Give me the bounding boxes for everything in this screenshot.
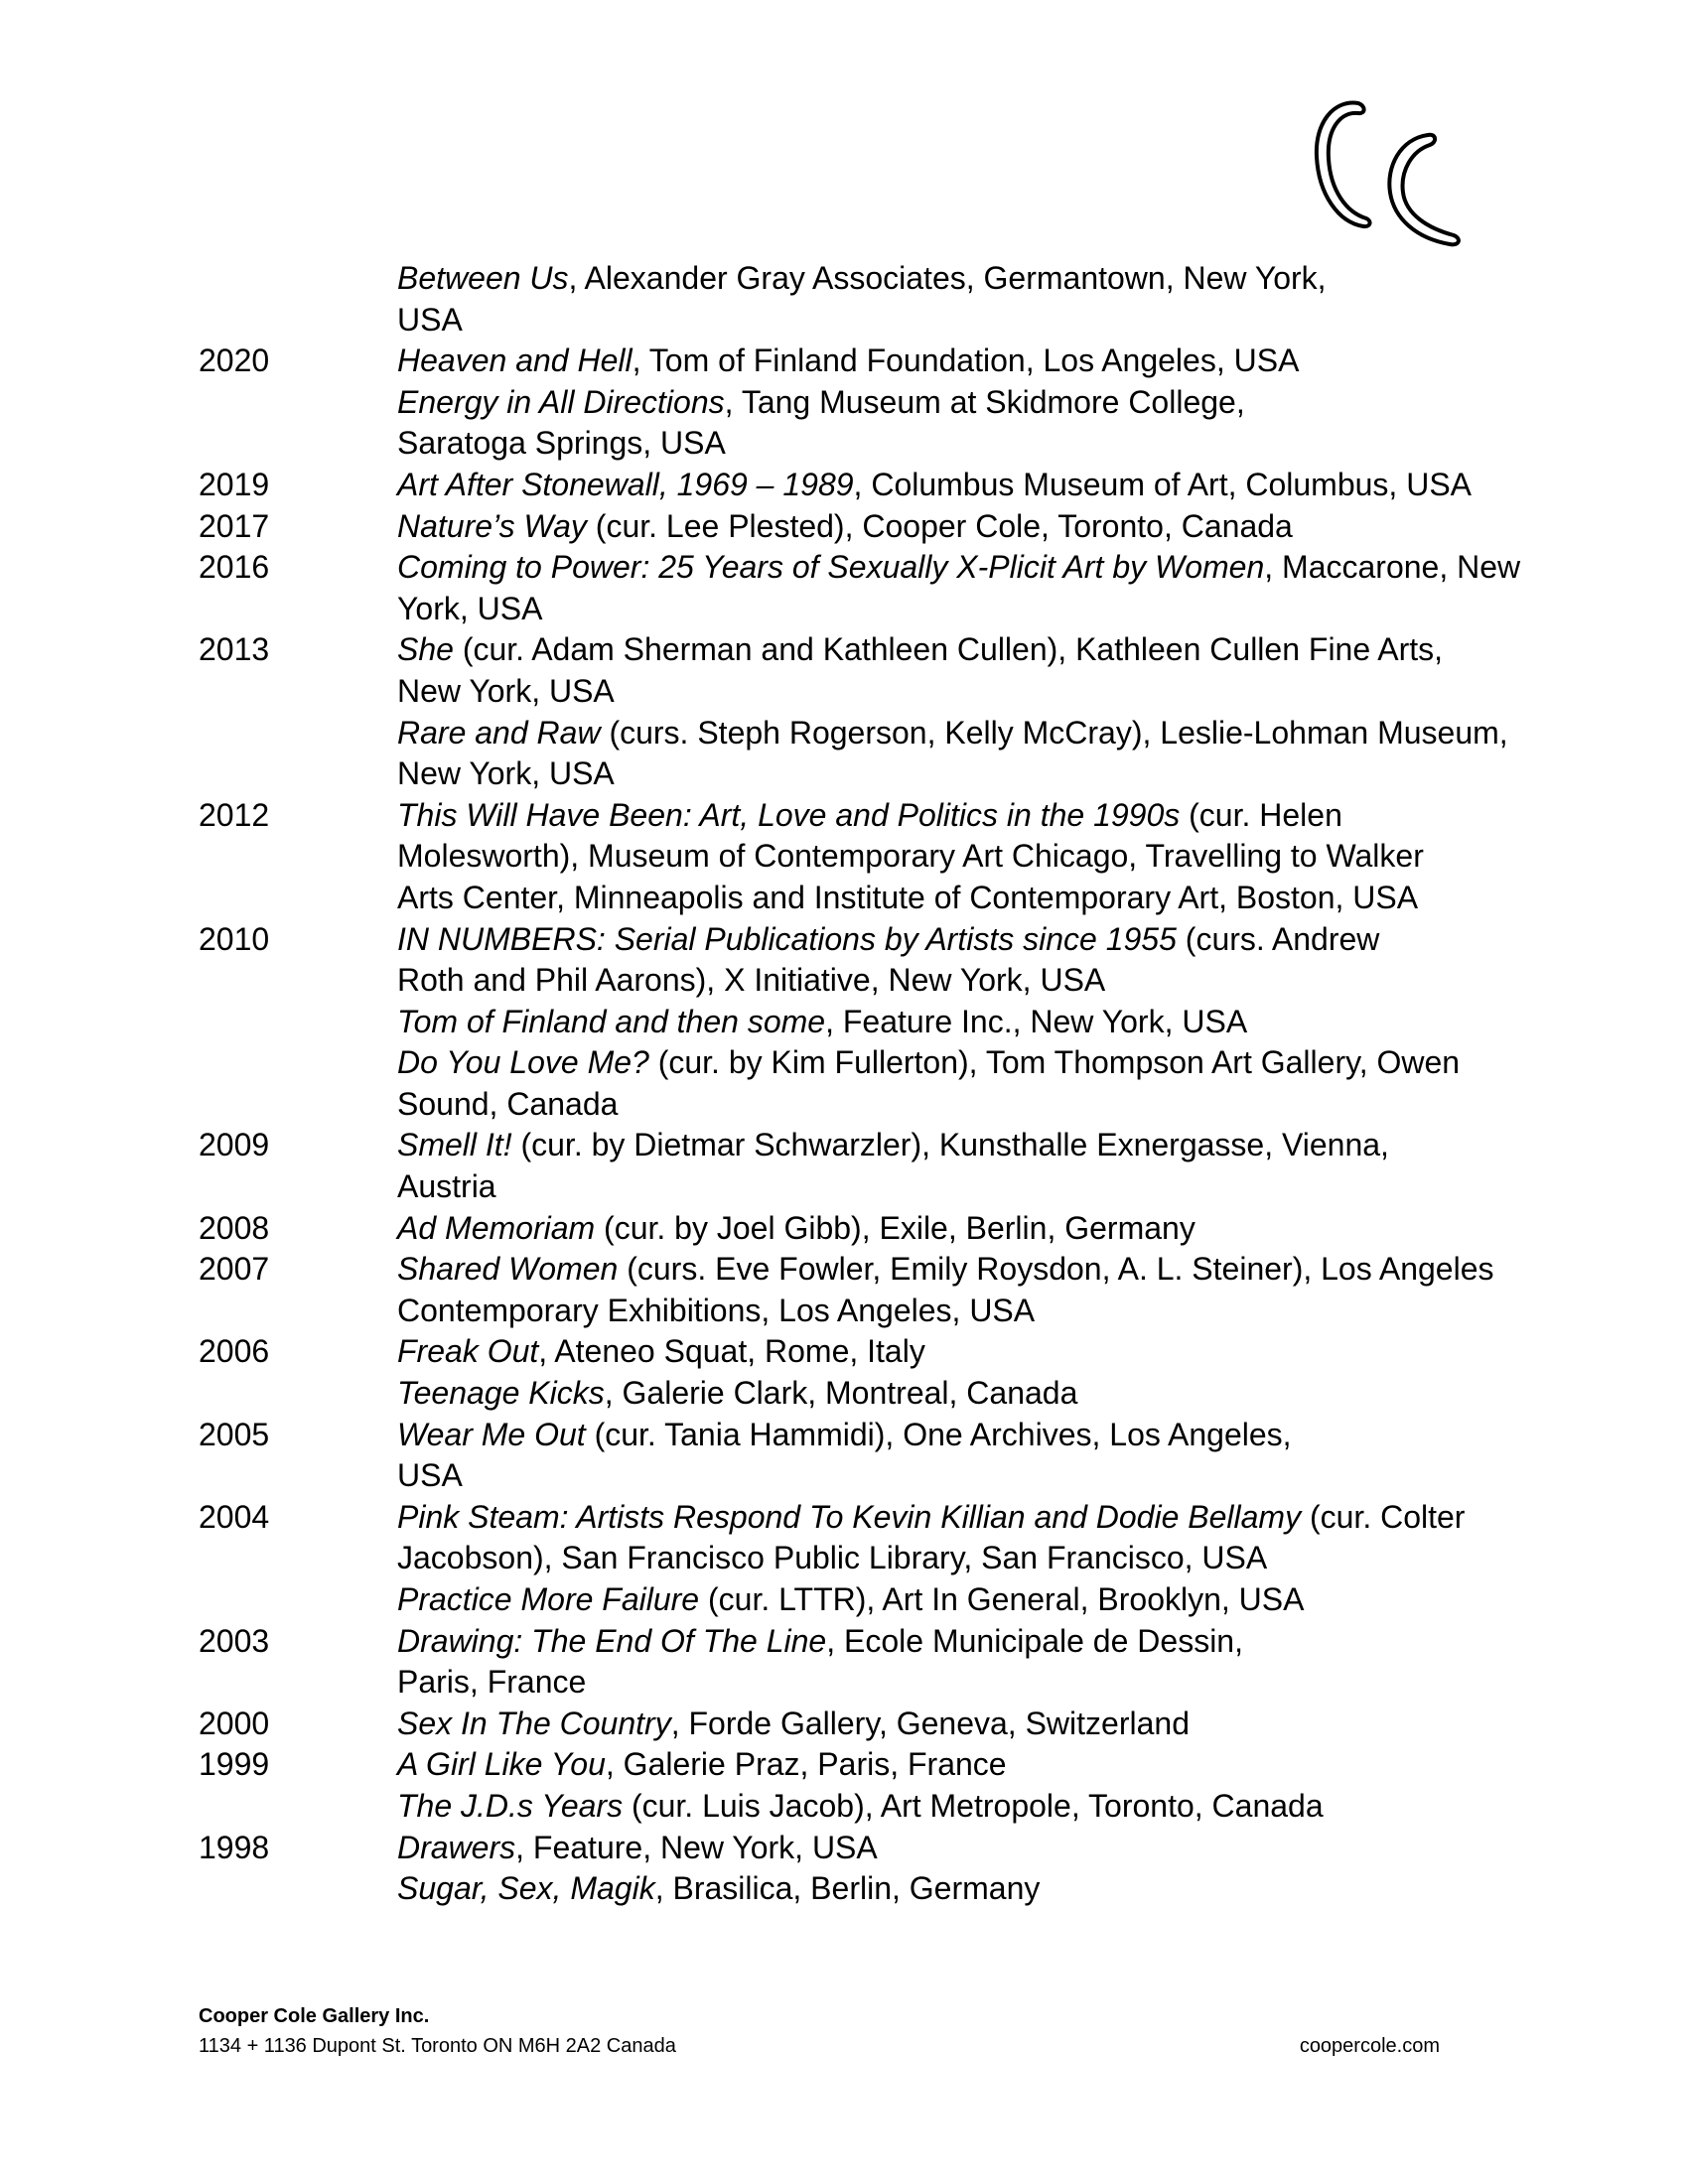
exhibition-entry xyxy=(199,1125,1509,1207)
description-line xyxy=(397,547,1521,589)
exhibition-title: Wear Me Out xyxy=(397,1416,586,1452)
exhibition-title: Coming to Power: 25 Years of Sexually X-Plicit Art by Women xyxy=(397,549,1265,586)
exhibition-entry xyxy=(199,382,1509,465)
exhibition-entry xyxy=(199,1868,1509,1910)
exhibition-title: Sugar, Sex, Magik xyxy=(397,1870,655,1907)
exhibition-year: 2006 xyxy=(199,1333,270,1370)
exhibition-description xyxy=(397,1704,1489,1745)
exhibition-year xyxy=(199,1002,397,1043)
exhibition-title: Between Us xyxy=(397,260,569,296)
description-line xyxy=(397,300,1489,341)
description-line xyxy=(397,382,1489,424)
exhibition-title: Drawers xyxy=(397,1829,516,1865)
exhibition-details: , Maccarone, New xyxy=(1264,549,1521,586)
exhibition-details: , Columbus Museum of Art, Columbus, USA xyxy=(853,466,1472,502)
description-line xyxy=(397,1291,1489,1332)
exhibition-entry xyxy=(199,506,1509,548)
exhibition-year: 2004 xyxy=(199,1498,270,1535)
exhibition-description xyxy=(397,1125,1489,1207)
description-line xyxy=(397,1166,1489,1208)
exhibition-entry xyxy=(199,1208,1509,1250)
description-line xyxy=(397,589,1489,630)
exhibition-entry xyxy=(199,1786,1509,1828)
exhibition-description xyxy=(397,1042,1489,1125)
description-line xyxy=(397,1786,1489,1828)
exhibition-details: (curs. Steph Rogerson, Kelly McCray), Leslie-Lohman Museum, xyxy=(600,714,1508,751)
description-line xyxy=(397,919,1489,961)
exhibition-year xyxy=(199,1579,397,1621)
exhibition-year: 2020 xyxy=(199,342,270,379)
exhibition-details: (cur. LTTR), Art In General, Brooklyn, USA xyxy=(699,1581,1305,1617)
exhibition-details: Paris, France xyxy=(397,1664,587,1701)
exhibition-entry xyxy=(199,1744,1509,1786)
description-line xyxy=(397,878,1489,919)
exhibition-details: (curs. Eve Fowler, Emily Roysdon, A. L. Steiner), Los Angeles xyxy=(618,1251,1494,1288)
description-line xyxy=(397,1621,1489,1663)
exhibition-details: Sound, Canada xyxy=(397,1085,619,1122)
exhibition-year xyxy=(199,1786,397,1828)
exhibition-details: (cur. Tania Hammidi), One Archives, Los Angeles, xyxy=(585,1416,1292,1452)
exhibition-year: 2016 xyxy=(199,549,270,586)
description-line xyxy=(397,1868,1489,1910)
description-line xyxy=(397,506,1489,548)
exhibition-details: Arts Center, Minneapolis and Institute of Contemporary Art, Boston, USA xyxy=(397,879,1419,915)
description-line xyxy=(397,465,1489,506)
exhibition-description xyxy=(397,258,1489,341)
exhibition-description xyxy=(397,1497,1489,1579)
exhibition-details: (cur. Luis Jacob), Art Metropole, Toronto, Canada xyxy=(623,1787,1324,1824)
exhibition-list xyxy=(199,258,1521,1910)
exhibition-details: (curs. Andrew xyxy=(1176,920,1380,957)
footer-address: 1134 + 1136 Dupont St. Toronto ON M6H 2A2 Canada xyxy=(199,2035,676,2057)
exhibition-details: (cur. Adam Sherman and Kathleen Cullen), Kathleen Cullen Fine Arts, xyxy=(453,631,1444,668)
description-line xyxy=(397,1373,1489,1415)
exhibition-description xyxy=(397,1415,1489,1497)
exhibition-year xyxy=(199,382,397,465)
footer-website-link[interactable]: coopercole.com xyxy=(1299,2035,1440,2057)
exhibition-year: 2000 xyxy=(199,1705,270,1741)
description-line xyxy=(397,1042,1489,1084)
exhibition-entry xyxy=(199,1373,1509,1415)
description-line xyxy=(397,1579,1489,1621)
exhibition-details: (cur. Lee Plested), Cooper Cole, Toronto, Canada xyxy=(586,507,1293,544)
exhibition-title: Tom of Finland and then some xyxy=(397,1003,826,1039)
exhibition-description xyxy=(397,1621,1489,1704)
description-line xyxy=(397,1744,1489,1786)
exhibition-details: , Tom of Finland Foundation, Los Angeles, USA xyxy=(632,342,1300,379)
description-line xyxy=(397,1662,1489,1704)
description-line xyxy=(397,795,1489,837)
exhibition-entry xyxy=(199,1704,1509,1745)
exhibition-entry xyxy=(199,1497,1509,1579)
exhibition-description xyxy=(397,919,1489,1002)
exhibition-year: 2007 xyxy=(199,1251,270,1288)
exhibition-year xyxy=(199,258,397,341)
exhibition-description xyxy=(397,1249,1494,1331)
exhibition-year xyxy=(199,1042,397,1125)
description-line xyxy=(397,1084,1489,1126)
exhibition-description xyxy=(397,1208,1489,1250)
exhibition-title: Energy in All Directions xyxy=(397,383,725,420)
exhibition-details: Contemporary Exhibitions, Los Angeles, USA xyxy=(397,1292,1036,1328)
exhibition-title: The J.D.s Years xyxy=(397,1787,624,1824)
exhibition-title: IN NUMBERS: Serial Publications by Artists since 1955 xyxy=(397,920,1177,957)
exhibition-details: Roth and Phil Aarons), X Initiative, New York, USA xyxy=(397,962,1106,999)
description-line xyxy=(397,1704,1489,1745)
exhibition-details: , Tang Museum at Skidmore College, xyxy=(724,383,1245,420)
exhibition-details: (cur. Helen xyxy=(1180,796,1342,833)
exhibition-details: USA xyxy=(397,1457,463,1494)
exhibition-title: Shared Women xyxy=(397,1251,619,1288)
exhibition-title: Heaven and Hell xyxy=(397,342,633,379)
exhibition-title: Practice More Failure xyxy=(397,1581,700,1617)
description-line xyxy=(397,1125,1489,1166)
exhibition-entry xyxy=(199,1002,1509,1043)
exhibition-year xyxy=(199,713,397,795)
description-line xyxy=(397,1002,1489,1043)
description-line xyxy=(397,1828,1489,1869)
exhibition-title: Rare and Raw xyxy=(397,714,601,751)
exhibition-details: , Ecole Municipale de Dessin, xyxy=(826,1622,1243,1659)
page-footer xyxy=(199,2001,1440,2061)
description-line xyxy=(397,423,1489,465)
exhibition-title: A Girl Like You xyxy=(397,1746,606,1783)
exhibition-details: Molesworth), Museum of Contemporary Art Chicago, Travelling to Walker xyxy=(397,838,1424,875)
exhibition-details: USA xyxy=(397,301,463,338)
exhibition-details: , Ateneo Squat, Rome, Italy xyxy=(538,1333,925,1370)
exhibition-entry xyxy=(199,1249,1509,1331)
exhibition-details: (cur. Colter xyxy=(1301,1498,1466,1535)
exhibition-details: New York, USA xyxy=(397,755,615,792)
exhibition-description xyxy=(397,1744,1489,1786)
exhibition-year: 2003 xyxy=(199,1622,270,1659)
exhibition-details: (cur. by Dietmar Schwarzler), Kunsthalle Exnergasse, Vienna, xyxy=(511,1127,1389,1163)
exhibition-description xyxy=(397,713,1508,795)
exhibition-description xyxy=(397,795,1489,919)
exhibition-details: Saratoga Springs, USA xyxy=(397,425,726,462)
exhibition-entry xyxy=(199,1828,1509,1869)
exhibition-description xyxy=(397,1373,1489,1415)
exhibition-details: , Alexander Gray Associates, Germantown, New York, xyxy=(568,260,1327,296)
exhibition-title: Pink Steam: Artists Respond To Kevin Killian and Dodie Bellamy xyxy=(397,1498,1302,1535)
exhibition-year: 2009 xyxy=(199,1127,270,1163)
exhibition-title: Drawing: The End Of The Line xyxy=(397,1622,827,1659)
description-line xyxy=(397,258,1489,300)
exhibition-year: 2012 xyxy=(199,796,270,833)
exhibition-title: Teenage Kicks xyxy=(397,1375,605,1412)
exhibition-details: , Galerie Praz, Paris, France xyxy=(605,1746,1007,1783)
gallery-logo xyxy=(1309,95,1489,254)
exhibition-description xyxy=(397,1579,1489,1621)
exhibition-title: Freak Out xyxy=(397,1333,539,1370)
description-line xyxy=(397,960,1489,1002)
description-line xyxy=(397,1455,1489,1497)
description-line xyxy=(397,629,1489,671)
exhibition-details: New York, USA xyxy=(397,672,615,709)
description-line xyxy=(397,1415,1489,1456)
exhibition-description xyxy=(397,341,1489,382)
exhibition-year: 2013 xyxy=(199,631,270,668)
exhibition-entry xyxy=(199,547,1521,629)
exhibition-year: 2019 xyxy=(199,466,270,502)
exhibition-title: Art After Stonewall, 1969 – 1989 xyxy=(397,466,854,502)
exhibition-year: 2008 xyxy=(199,1209,270,1246)
exhibition-description xyxy=(397,547,1521,629)
exhibition-entry xyxy=(199,1331,1509,1373)
exhibition-year: 2017 xyxy=(199,507,270,544)
exhibition-title: Nature’s Way xyxy=(397,507,587,544)
exhibition-year: 2005 xyxy=(199,1416,270,1452)
exhibition-entry xyxy=(199,1042,1509,1125)
exhibition-description xyxy=(397,1002,1489,1043)
exhibition-year: 1999 xyxy=(199,1746,270,1783)
exhibition-year xyxy=(199,1373,397,1415)
exhibition-details: , Brasilica, Berlin, Germany xyxy=(654,1870,1041,1907)
exhibition-details: , Galerie Clark, Montreal, Canada xyxy=(604,1375,1078,1412)
exhibition-description xyxy=(397,1828,1489,1869)
exhibition-details: Jacobson), San Francisco Public Library, San Francisco, USA xyxy=(397,1540,1268,1576)
exhibition-description xyxy=(397,506,1489,548)
description-line xyxy=(397,753,1489,795)
exhibition-details: , Feature Inc., New York, USA xyxy=(825,1003,1248,1039)
exhibition-details: , Forde Gallery, Geneva, Switzerland xyxy=(670,1705,1190,1741)
exhibition-year: 1998 xyxy=(199,1829,270,1865)
exhibition-title: This Will Have Been: Art, Love and Politics in the 1990s xyxy=(397,796,1181,833)
description-line xyxy=(397,341,1489,382)
exhibition-details: , Feature, New York, USA xyxy=(515,1829,878,1865)
exhibition-description xyxy=(397,629,1489,712)
exhibition-description xyxy=(397,382,1489,465)
footer-company-name: Cooper Cole Gallery Inc. xyxy=(199,2005,430,2027)
exhibition-entry xyxy=(199,465,1509,506)
description-line xyxy=(397,1497,1489,1539)
exhibition-entry xyxy=(199,919,1509,1002)
description-line xyxy=(397,836,1489,878)
exhibition-entry xyxy=(199,1621,1509,1704)
description-line xyxy=(397,1249,1494,1291)
exhibition-entry xyxy=(199,341,1509,382)
description-line xyxy=(397,713,1508,754)
exhibition-title: Ad Memoriam xyxy=(397,1209,596,1246)
exhibition-title: Smell It! xyxy=(397,1127,512,1163)
exhibition-details: (cur. by Joel Gibb), Exile, Berlin, Germany xyxy=(595,1209,1196,1246)
exhibition-title: Do You Love Me? xyxy=(397,1044,649,1081)
exhibition-details: York, USA xyxy=(397,590,543,626)
description-line xyxy=(397,671,1489,713)
exhibition-description xyxy=(397,1868,1489,1910)
description-line xyxy=(397,1208,1489,1250)
exhibition-details: (cur. by Kim Fullerton), Tom Thompson Art Gallery, Owen xyxy=(648,1044,1461,1081)
exhibition-entry xyxy=(199,629,1509,712)
exhibition-year xyxy=(199,1868,397,1910)
exhibition-entry xyxy=(199,258,1509,341)
exhibition-description xyxy=(397,465,1489,506)
exhibition-entry xyxy=(199,1579,1509,1621)
exhibition-title: She xyxy=(397,631,454,668)
exhibition-title: Sex In The Country xyxy=(397,1705,671,1741)
description-line xyxy=(397,1331,1489,1373)
exhibition-description xyxy=(397,1331,1489,1373)
exhibition-entry xyxy=(199,795,1509,919)
exhibition-entry xyxy=(199,1415,1509,1497)
exhibition-entry xyxy=(199,713,1509,795)
exhibition-description xyxy=(397,1786,1489,1828)
description-line xyxy=(397,1538,1489,1579)
exhibition-year: 2010 xyxy=(199,920,270,957)
exhibition-details: Austria xyxy=(397,1168,496,1205)
